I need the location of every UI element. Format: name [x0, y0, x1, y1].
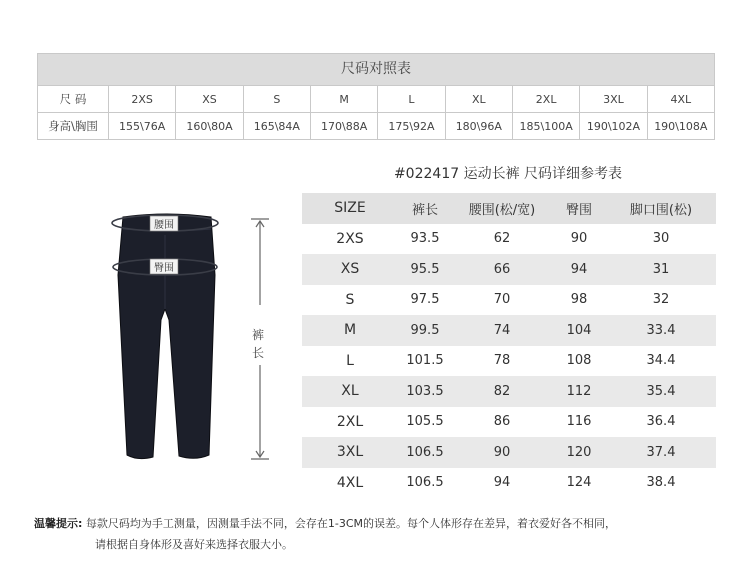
body-cell: 175\92A: [378, 113, 445, 140]
table-row: [302, 346, 716, 377]
length-label: [250, 326, 266, 362]
row-waist: 86: [493, 414, 511, 430]
row-size: 4XL: [336, 474, 364, 491]
row-hem: 33.4: [646, 322, 676, 338]
body-row-label: 身高\胸围: [38, 113, 109, 140]
size-cell: XS: [176, 86, 243, 113]
row-hip: 112: [566, 383, 592, 399]
row-hem: 35.4: [646, 383, 676, 399]
row-hem: 32: [652, 292, 670, 308]
size-cell: S: [243, 86, 310, 113]
warm-tip-note: [34, 513, 734, 555]
row-waist: 82: [493, 383, 511, 399]
table-row: [302, 254, 716, 285]
row-size: 2XL: [336, 413, 364, 430]
row-hem: 34.4: [646, 353, 676, 369]
row-length: 106.5: [406, 475, 444, 491]
table-row: [302, 376, 716, 407]
row-length: 93.5: [410, 231, 440, 247]
size-cell: 4XL: [647, 86, 714, 113]
row-size: 2XS: [336, 230, 364, 247]
row-hip: 108: [566, 353, 592, 369]
row-length: 101.5: [406, 353, 444, 369]
table-row: [302, 224, 716, 255]
row-size: 3XL: [336, 444, 364, 461]
header-length: 裤长: [411, 202, 438, 218]
row-size: L: [346, 352, 354, 369]
row-size: XL: [341, 383, 359, 400]
length-label-char: 裤: [251, 328, 264, 342]
body-cell: 190\108A: [647, 113, 714, 140]
row-size: M: [343, 322, 357, 339]
row-waist: 78: [493, 353, 511, 369]
row-length: 97.5: [410, 292, 440, 308]
row-length: 95.5: [410, 261, 440, 277]
row-waist: 94: [493, 475, 511, 491]
row-length: 106.5: [406, 444, 444, 460]
pants-shape-icon: [118, 214, 215, 459]
body-cell: 165\84A: [243, 113, 310, 140]
row-hip: 98: [570, 292, 588, 308]
size-row: [38, 86, 715, 113]
row-waist: 90: [493, 444, 511, 460]
detail-size-table: [302, 193, 716, 498]
size-cell: XL: [445, 86, 512, 113]
header-size: SIZE: [334, 200, 366, 217]
table-row: [302, 315, 716, 346]
row-hem: 36.4: [646, 414, 676, 430]
row-hip: 90: [570, 231, 588, 247]
header-waist: 腰围(松/宽): [468, 202, 536, 218]
size-cell: 3XL: [580, 86, 647, 113]
hip-label: 臀围: [154, 263, 174, 274]
row-hip: 120: [566, 444, 592, 460]
table-row: [302, 437, 716, 468]
row-waist: 74: [493, 322, 511, 338]
row-waist: 70: [493, 292, 511, 308]
body-cell: 155\76A: [109, 113, 176, 140]
size-cell: 2XS: [109, 86, 176, 113]
body-cell: 160\80A: [176, 113, 243, 140]
row-waist: 66: [493, 261, 511, 277]
table-row: [302, 407, 716, 438]
table-row: [302, 468, 716, 499]
warm-tip-label: 温馨提示:: [34, 517, 83, 530]
row-hip: 116: [566, 414, 592, 430]
row-hem: 30: [652, 231, 670, 247]
row-hip: 124: [566, 475, 592, 491]
body-cell: 190\102A: [580, 113, 647, 140]
body-cell: 180\96A: [445, 113, 512, 140]
row-length: 99.5: [410, 322, 440, 338]
warm-tip-line1: 每款尺码均为手工测量，因测量手法不同，会存在1-3CM的误差。每个人体形存在差异，着衣爱好各不相同，: [85, 517, 617, 530]
row-hem: 31: [652, 261, 670, 277]
size-conversion-table: [37, 53, 715, 140]
warm-tip-line2: 请根据自身体形及喜好来选择衣服大小。: [95, 538, 293, 551]
row-hem: 38.4: [646, 475, 676, 491]
row-hip: 94: [570, 261, 588, 277]
size-cell: 2XL: [512, 86, 579, 113]
body-row: [38, 113, 715, 140]
length-label-char: 长: [251, 346, 264, 360]
row-hem: 37.4: [646, 444, 676, 460]
table-row: [302, 285, 716, 316]
size-cell: M: [310, 86, 377, 113]
size-row-label: 尺 码: [38, 86, 109, 113]
row-hip: 104: [566, 322, 592, 338]
header-hem: 脚口围(松): [629, 202, 693, 218]
detail-table-title: #022417 运动长裤 尺码详细参考表: [393, 166, 623, 182]
row-length: 105.5: [406, 414, 444, 430]
header-hip: 臀围: [565, 202, 592, 218]
row-length: 103.5: [406, 383, 444, 399]
waist-label: 腰围: [154, 220, 174, 231]
size-cell: L: [378, 86, 445, 113]
row-size: XS: [340, 261, 360, 278]
size-conversion-title: 尺码对照表: [37, 53, 715, 85]
body-cell: 185\100A: [512, 113, 579, 140]
detail-header-row: [302, 193, 716, 224]
row-waist: 62: [493, 231, 511, 247]
body-cell: 170\88A: [310, 113, 377, 140]
row-size: S: [345, 291, 355, 308]
